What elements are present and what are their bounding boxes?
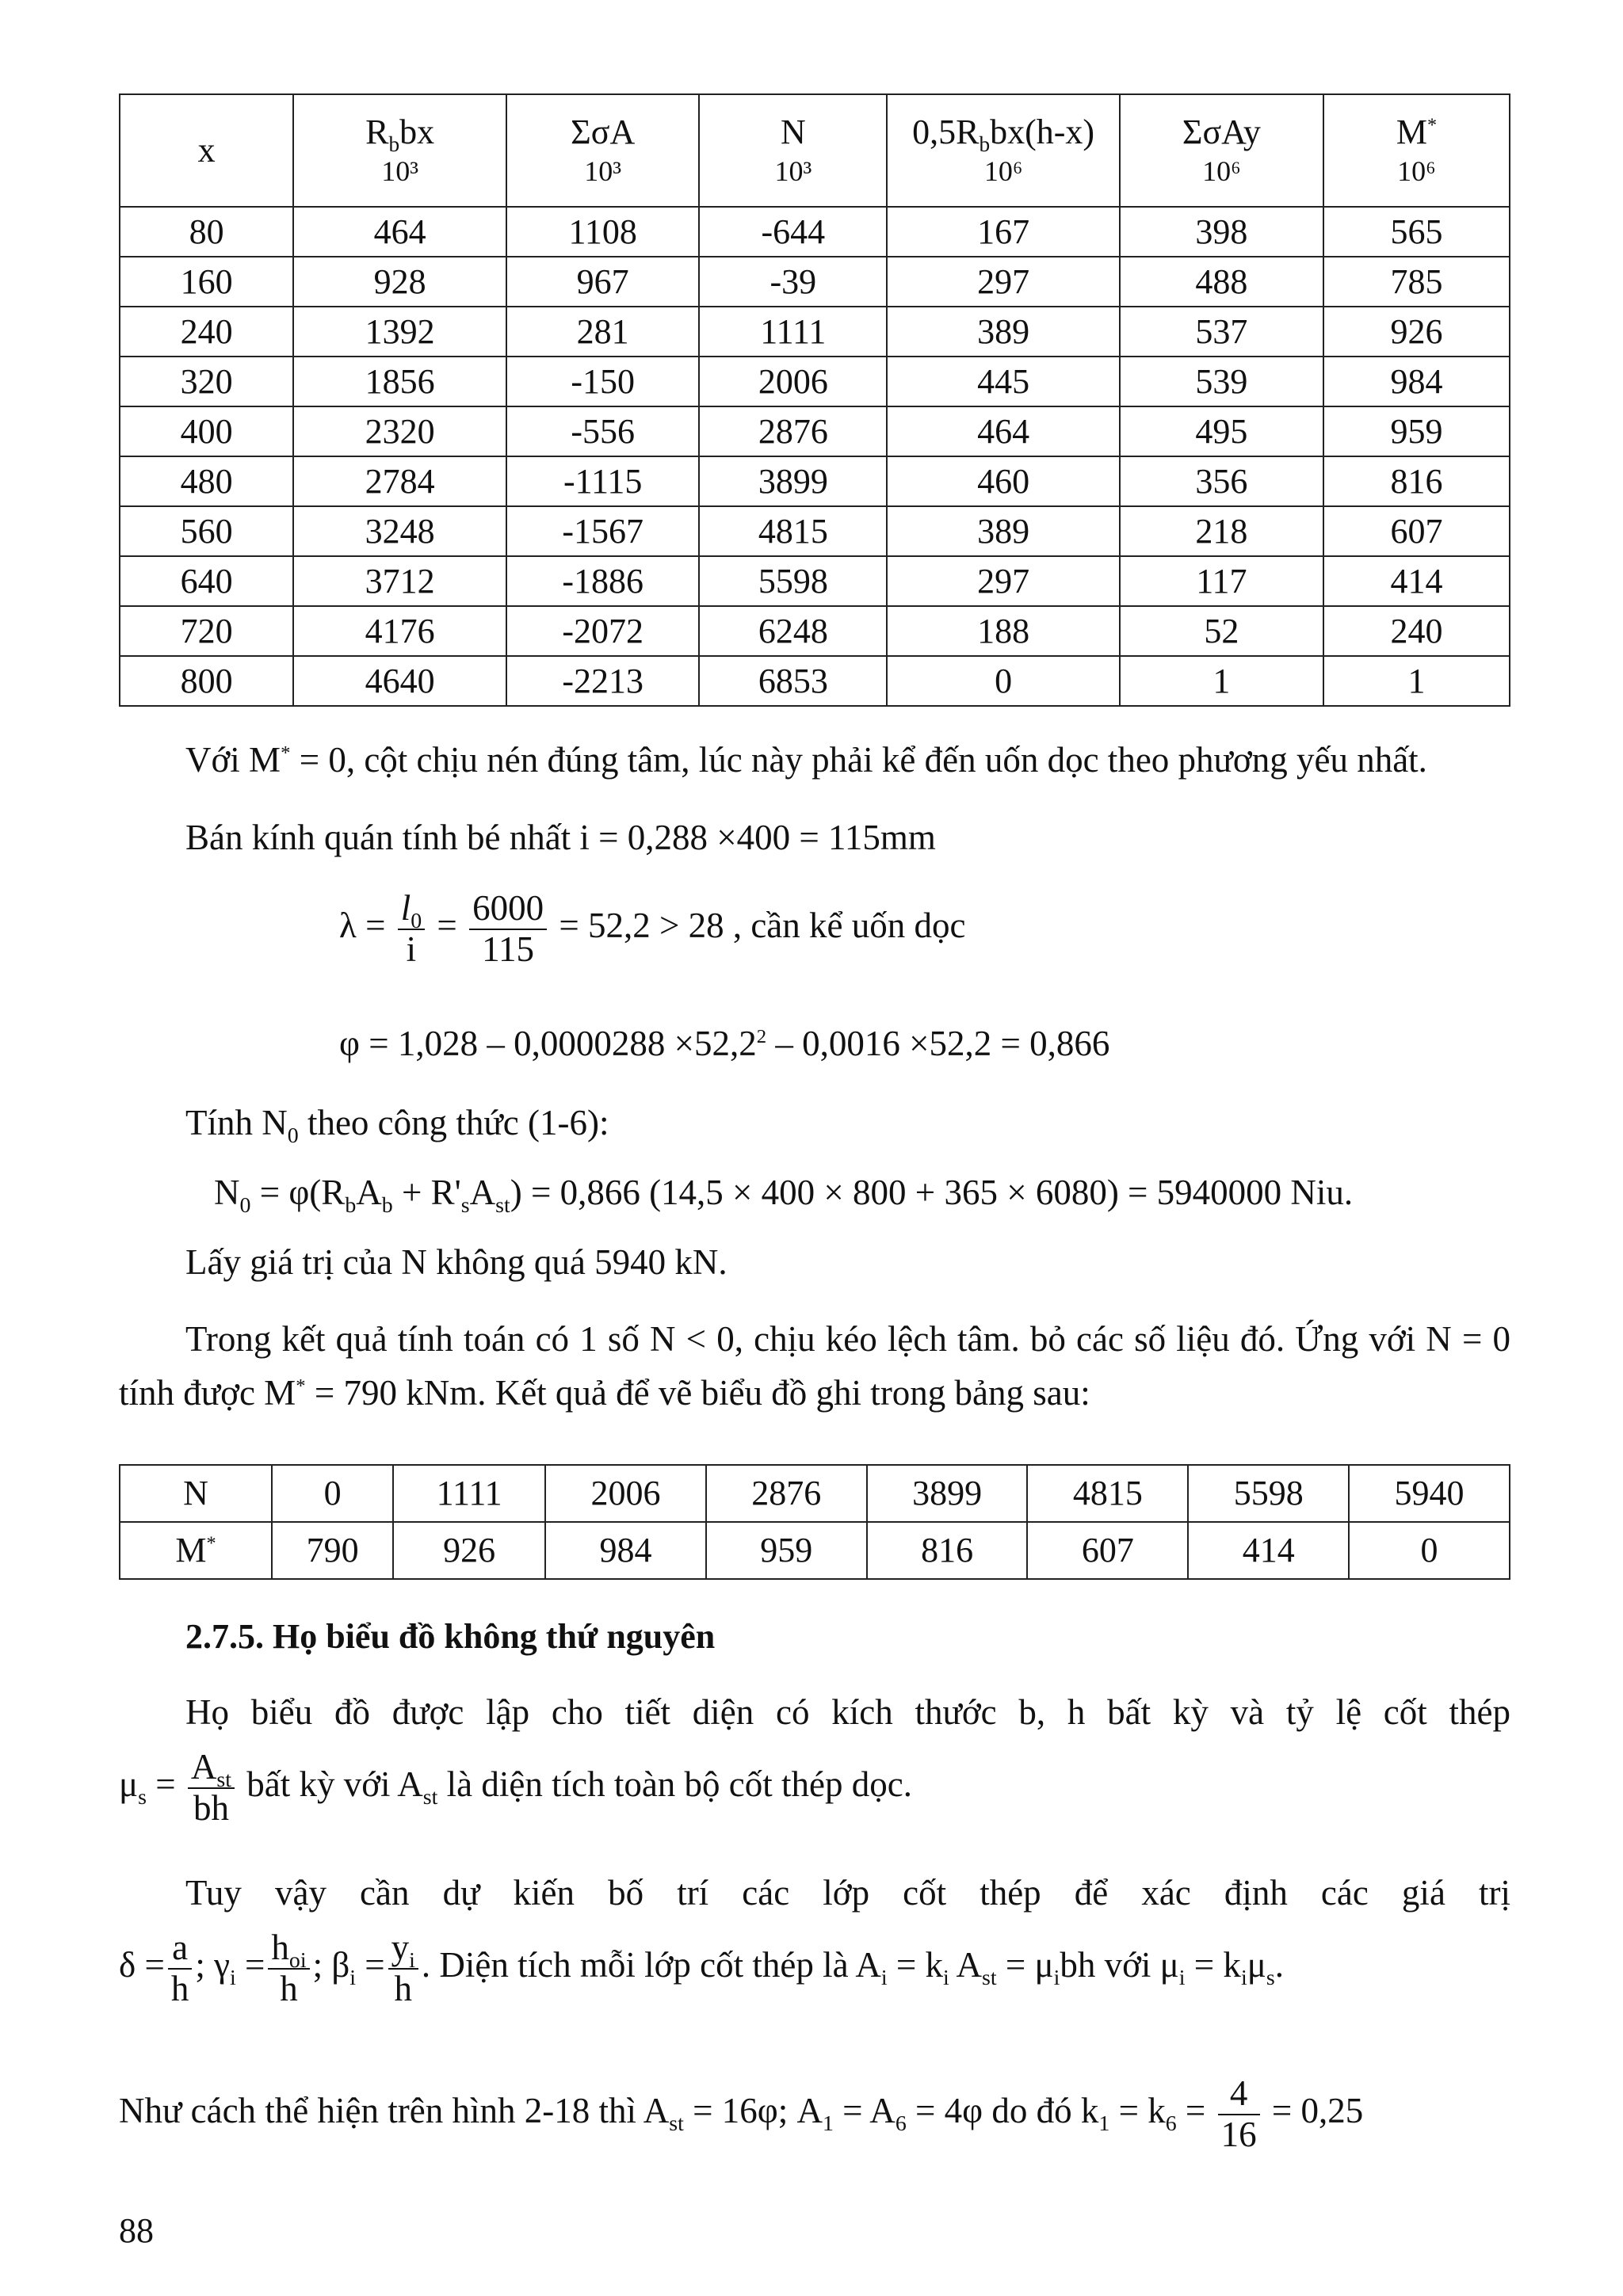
header-sigma-ay: ΣσAy 10⁶ (1120, 94, 1323, 207)
table-row (120, 556, 1510, 606)
table-cell: 1 (1323, 656, 1510, 706)
table-cell: 389 (887, 506, 1119, 556)
header-rbbx: $R_bbx$ 10³ (293, 94, 506, 207)
paragraph-4: Lấy giá trị của N không quá 5940 kN. (185, 1242, 727, 1282)
n-value-cell: 5940 (1349, 1465, 1510, 1522)
table-cell: 2876 (699, 406, 887, 456)
table-cell: 984 (1323, 357, 1510, 406)
table-row (120, 406, 1510, 456)
table-cell: 480 (120, 456, 293, 506)
table-cell: 52 (1120, 606, 1323, 656)
table-row (120, 257, 1510, 307)
n-value-cell: 2006 (545, 1465, 706, 1522)
table-row (120, 357, 1510, 406)
table-cell: 0 (887, 656, 1119, 706)
table-cell: 464 (887, 406, 1119, 456)
paragraph-8: Như cách thể hiện trên hình 2-18 thì $A_{st} = 16\varphi$; $A_1 = A_6 = 4\varphi$ do đó $k_1 = k_6$ = $\frac{4}{16}$ = 0,25 (119, 2073, 1364, 2154)
table-cell: 4815 (699, 506, 887, 556)
table-cell: 1 (1120, 656, 1323, 706)
table-cell: -150 (506, 357, 699, 406)
n-value-cell: 2876 (706, 1465, 867, 1522)
header-m-star: M* 10⁶ (1323, 94, 1510, 207)
paragraph-5: Trong kết quả tính toán có 1 số N < 0, chịu kéo lệch tâm. bỏ các số liệu đó. Ứng với N = 0 tính được M* = 790 kNm. Kết quả để vẽ biểu đồ ghi trong bảng sau: (119, 1319, 1510, 1413)
n-value-cell: 3899 (867, 1465, 1028, 1522)
table-cell: 1856 (293, 357, 506, 406)
table-cell: 6853 (699, 656, 887, 706)
table-row (120, 656, 1510, 706)
header-moment-concrete: $0,5R_bbx(h-x)$ 10⁶ (887, 94, 1119, 207)
m-value-cell: 984 (545, 1522, 706, 1579)
table-cell: 5598 (699, 556, 887, 606)
table-cell: 800 (120, 656, 293, 706)
table-cell: 4640 (293, 656, 506, 706)
table-cell: 167 (887, 207, 1119, 257)
table-cell: 80 (120, 207, 293, 257)
paragraph-6b: $\mu_s$ = $\frac{A_{st}}{bh}$ bất kỳ với $A_{st}$ là diện tích toàn bộ cốt thép dọc. (119, 1747, 912, 1828)
table-cell: 3248 (293, 506, 506, 556)
table-cell: -556 (506, 406, 699, 456)
table-cell: 2320 (293, 406, 506, 456)
calculation-table (119, 93, 1510, 707)
m-value-cell: 816 (867, 1522, 1028, 1579)
paragraph-7b: δ = $\frac{a}{h}$ ; $\gamma_i$ = $\frac{h_{oi}}{h}$ ; $\beta_i$ = $\frac{y_i}{h}$ . Diện tích mỗi lớp cốt thép là $A_i = k_i$ $A_{st} = \mu_ibh$ với $\mu_i = k_i\mu_s$. (119, 1928, 1284, 2008)
table-cell: 281 (506, 307, 699, 357)
fraction-6000-115: $\frac{6000}{115}$ (469, 889, 547, 969)
header-sigma-a: ΣσA 10³ (506, 94, 699, 207)
table-cell: 495 (1120, 406, 1323, 456)
table-body (120, 207, 1510, 706)
table-cell: 398 (1120, 207, 1323, 257)
header-x: x (120, 94, 293, 207)
table-cell: -1567 (506, 506, 699, 556)
paragraph-7a: Tuy vậy cần dự kiến bố trí các lớp cốt thép để xác định các giá trị (185, 1873, 1510, 1913)
m-value-cell: 0 (1349, 1522, 1510, 1579)
m-value-cell: 959 (706, 1522, 867, 1579)
table-cell: 297 (887, 556, 1119, 606)
n-value-cell: 4815 (1027, 1465, 1188, 1522)
table-cell: 2006 (699, 357, 887, 406)
table-row (120, 307, 1510, 357)
table-row (120, 606, 1510, 656)
paragraph-3: Tính $N_0$ theo công thức (1-6): (185, 1103, 609, 1148)
n-value-cell: 5598 (1188, 1465, 1349, 1522)
fraction-l0-i: $\frac{l_0}{i}$ (398, 889, 425, 969)
paragraph-6a: Họ biểu đồ được lập cho tiết diện có kích thước b, h bất kỳ và tỷ lệ cốt thép (185, 1692, 1510, 1732)
header-n: N 10³ (699, 94, 887, 207)
table-cell: 640 (120, 556, 293, 606)
table-cell: 240 (120, 307, 293, 357)
table-row-m (120, 1522, 1510, 1579)
row-label-n: N (120, 1465, 272, 1522)
phi-formula: $\varphi = 1,028 - 0,0000288 \times 52,2^2 - 0,0016 \times 52,2 = 0,866$ (339, 1024, 1110, 1063)
table-cell: 928 (293, 257, 506, 307)
table-cell: 926 (1323, 307, 1510, 357)
table-cell: 117 (1120, 556, 1323, 606)
table-cell: 720 (120, 606, 293, 656)
table-row (120, 207, 1510, 257)
table-cell: 3712 (293, 556, 506, 606)
table-cell: 6248 (699, 606, 887, 656)
fraction-hoi-h: $\frac{h_{oi}}{h}$ (268, 1928, 309, 2008)
table-cell: 218 (1120, 506, 1323, 556)
table-row (120, 506, 1510, 556)
table-cell: 785 (1323, 257, 1510, 307)
page-number: 88 (119, 2211, 154, 2250)
table-cell: 539 (1120, 357, 1323, 406)
fraction-ast-bh: $\frac{A_{st}}{bh}$ (188, 1748, 235, 1828)
m-value-cell: 414 (1188, 1522, 1349, 1579)
table-cell: 356 (1120, 456, 1323, 506)
table-cell: 240 (1323, 606, 1510, 656)
table-cell: 565 (1323, 207, 1510, 257)
table-cell: -1115 (506, 456, 699, 506)
table-cell: 1111 (699, 307, 887, 357)
table-header-row (120, 94, 1510, 207)
table-cell: 959 (1323, 406, 1510, 456)
table-cell: 414 (1323, 556, 1510, 606)
table-cell: 464 (293, 207, 506, 257)
fraction-4-16: $\frac{4}{16}$ (1218, 2074, 1260, 2154)
n0-formula: $N_0 = \varphi(R_bA_b + R'_sA_{st}) = 0,866$ (14,5 × 400 × 800 + 365 × 6080) = 5940000 Niu. (214, 1173, 1354, 1218)
table-cell: 2784 (293, 456, 506, 506)
table-cell: 389 (887, 307, 1119, 357)
n-value-cell: 0 (272, 1465, 393, 1522)
table-cell: -2213 (506, 656, 699, 706)
m-value-cell: 926 (393, 1522, 545, 1579)
table-row-n (120, 1465, 1510, 1522)
table-cell: 816 (1323, 456, 1510, 506)
paragraph-2: Bán kính quán tính bé nhất i = 0,288 ×400 = 115mm (185, 818, 936, 857)
lambda-formula: λ = $\frac{l_0}{i}$ = $\frac{6000}{115}$ = 52,2 > 28 , cần kể uốn dọc (339, 888, 966, 969)
table-cell: 4176 (293, 606, 506, 656)
table-cell: 560 (120, 506, 293, 556)
table-cell: 1392 (293, 307, 506, 357)
table-cell: -644 (699, 207, 887, 257)
table-cell: 400 (120, 406, 293, 456)
table-cell: 488 (1120, 257, 1323, 307)
table-cell: 188 (887, 606, 1119, 656)
section-heading: 2.7.5. Họ biểu đồ không thứ nguyên (185, 1617, 716, 1656)
table-cell: 297 (887, 257, 1119, 307)
table-cell: 537 (1120, 307, 1323, 357)
table-row (120, 456, 1510, 506)
table-cell: 1108 (506, 207, 699, 257)
table-cell: 3899 (699, 456, 887, 506)
table-cell: 607 (1323, 506, 1510, 556)
table-cell: -1886 (506, 556, 699, 606)
table-cell: 445 (887, 357, 1119, 406)
table-cell: 460 (887, 456, 1119, 506)
row-label-m: M* (120, 1522, 272, 1579)
table-cell: -2072 (506, 606, 699, 656)
fraction-yi-h: $\frac{y_i}{h}$ (388, 1928, 418, 2008)
paragraph-1: Với M* = 0, cột chịu nén đúng tâm, lúc này phải kể đến uốn dọc theo phương yếu nhất. (185, 740, 1427, 780)
n-value-cell: 1111 (393, 1465, 545, 1522)
table-cell: 160 (120, 257, 293, 307)
table-cell: 320 (120, 357, 293, 406)
fraction-a-h: $\frac{a}{h}$ (168, 1928, 193, 2008)
diagram-data-table (119, 1464, 1510, 1580)
m-value-cell: 790 (272, 1522, 393, 1579)
table-cell: -39 (699, 257, 887, 307)
table-cell: 967 (506, 257, 699, 307)
m-value-cell: 607 (1027, 1522, 1188, 1579)
